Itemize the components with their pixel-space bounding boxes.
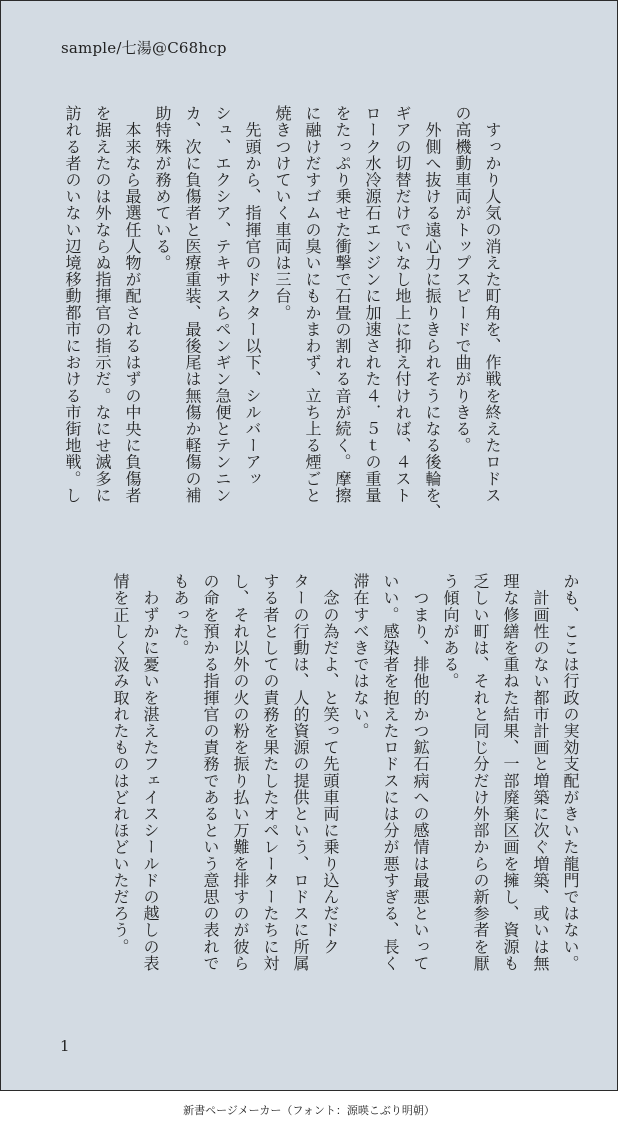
text-line: 計画性のない都市計画と増築に次ぐ増築、或いは無 — [531, 573, 550, 972]
text-line: 乏しい町は、それと同じ分だけ外部からの新参者を厭 — [471, 573, 490, 972]
text-line: わずかに憂いを湛えたフェイスシールドの越しの表 — [141, 573, 160, 972]
text-line: の命を預かる指揮官の責務であるという意思の表れで — [201, 573, 220, 972]
text-line: 本来なら最選任人物が配されるはずの中央に負傷者 — [123, 105, 142, 504]
text-line: する者としての責務を果たしたオペレーターたちに対 — [261, 573, 280, 972]
text-column-top — [57, 105, 507, 525]
text-line: 助特殊が務めている。 — [153, 105, 172, 271]
text-line: 先頭から、指揮官のドクター以下、シルバーアッ — [243, 105, 262, 487]
page-number: 1 — [60, 1037, 70, 1055]
footer-credit: 新書ページメーカー（フォント：源暎こぶり明朝） — [183, 1104, 435, 1117]
text-column-bottom — [105, 573, 585, 993]
page-header: sample/七湯@C68hcp — [61, 39, 227, 57]
text-line: 滞在すべきではない。 — [351, 573, 370, 739]
text-line: し、それ以外の火の粉を振り払い万難を排すのが彼ら — [231, 573, 250, 972]
text-line: 情を正しく汲み取れたものはどれほどいただろう。 — [111, 573, 130, 955]
text-line: を据えたのは外ならぬ指揮官の指示だ。なにせ滅多に — [93, 105, 112, 504]
text-line: 外側へ抜ける遠心力に振りきられそうになる後輪を、 — [423, 105, 442, 520]
text-line: ターの行動は、人的資源の提供という、ロドスに所属 — [291, 573, 310, 972]
text-line: ギアの切替だけでいなし地上に抑え付ければ、４スト — [393, 105, 412, 504]
text-line: をたっぷり乗せた衝撃で石畳の割れる音が続く。摩擦 — [333, 105, 352, 504]
text-line: つまり、排他的かつ鉱石病への感情は最悪といって — [411, 573, 430, 972]
text-line: シュ、エクシア、テキサスらペンギン急便とテンニン — [213, 105, 232, 504]
text-line: 焼きつけていく車両は三台。 — [273, 105, 292, 321]
text-line: いい。感染者を抱えたロドスには分が悪すぎる、長く — [381, 573, 400, 972]
text-line: すっかり人気の消えた町角を、作戦を終えたロドス — [483, 105, 502, 504]
text-line: に融けだすゴムの臭いにもかまわず、立ち上る煙ごと — [303, 105, 322, 504]
text-line: う傾向がある。 — [441, 573, 460, 690]
text-line: 念の為だよ、と笑って先頭車両に乗り込んだドク — [321, 573, 340, 955]
text-line: カ、次に負傷者と医療重装、最後尾は無傷か軽傷の補 — [183, 105, 202, 504]
text-line: の高機動車両がトップスピードで曲がりきる。 — [453, 105, 472, 454]
text-line: かも、ここは行政の実効支配がきいた龍門ではない。 — [561, 573, 580, 972]
text-line: 訪れる者のいない辺境移動都市における市街地戦。し — [63, 105, 82, 504]
text-line: ローク水冷源石エンジンに加速された４．５ｔの重量 — [363, 105, 382, 504]
text-line: もあった。 — [171, 573, 190, 656]
text-line: 理な修繕を重ねた結果、一部廃棄区画を擁し、資源も — [501, 573, 520, 972]
